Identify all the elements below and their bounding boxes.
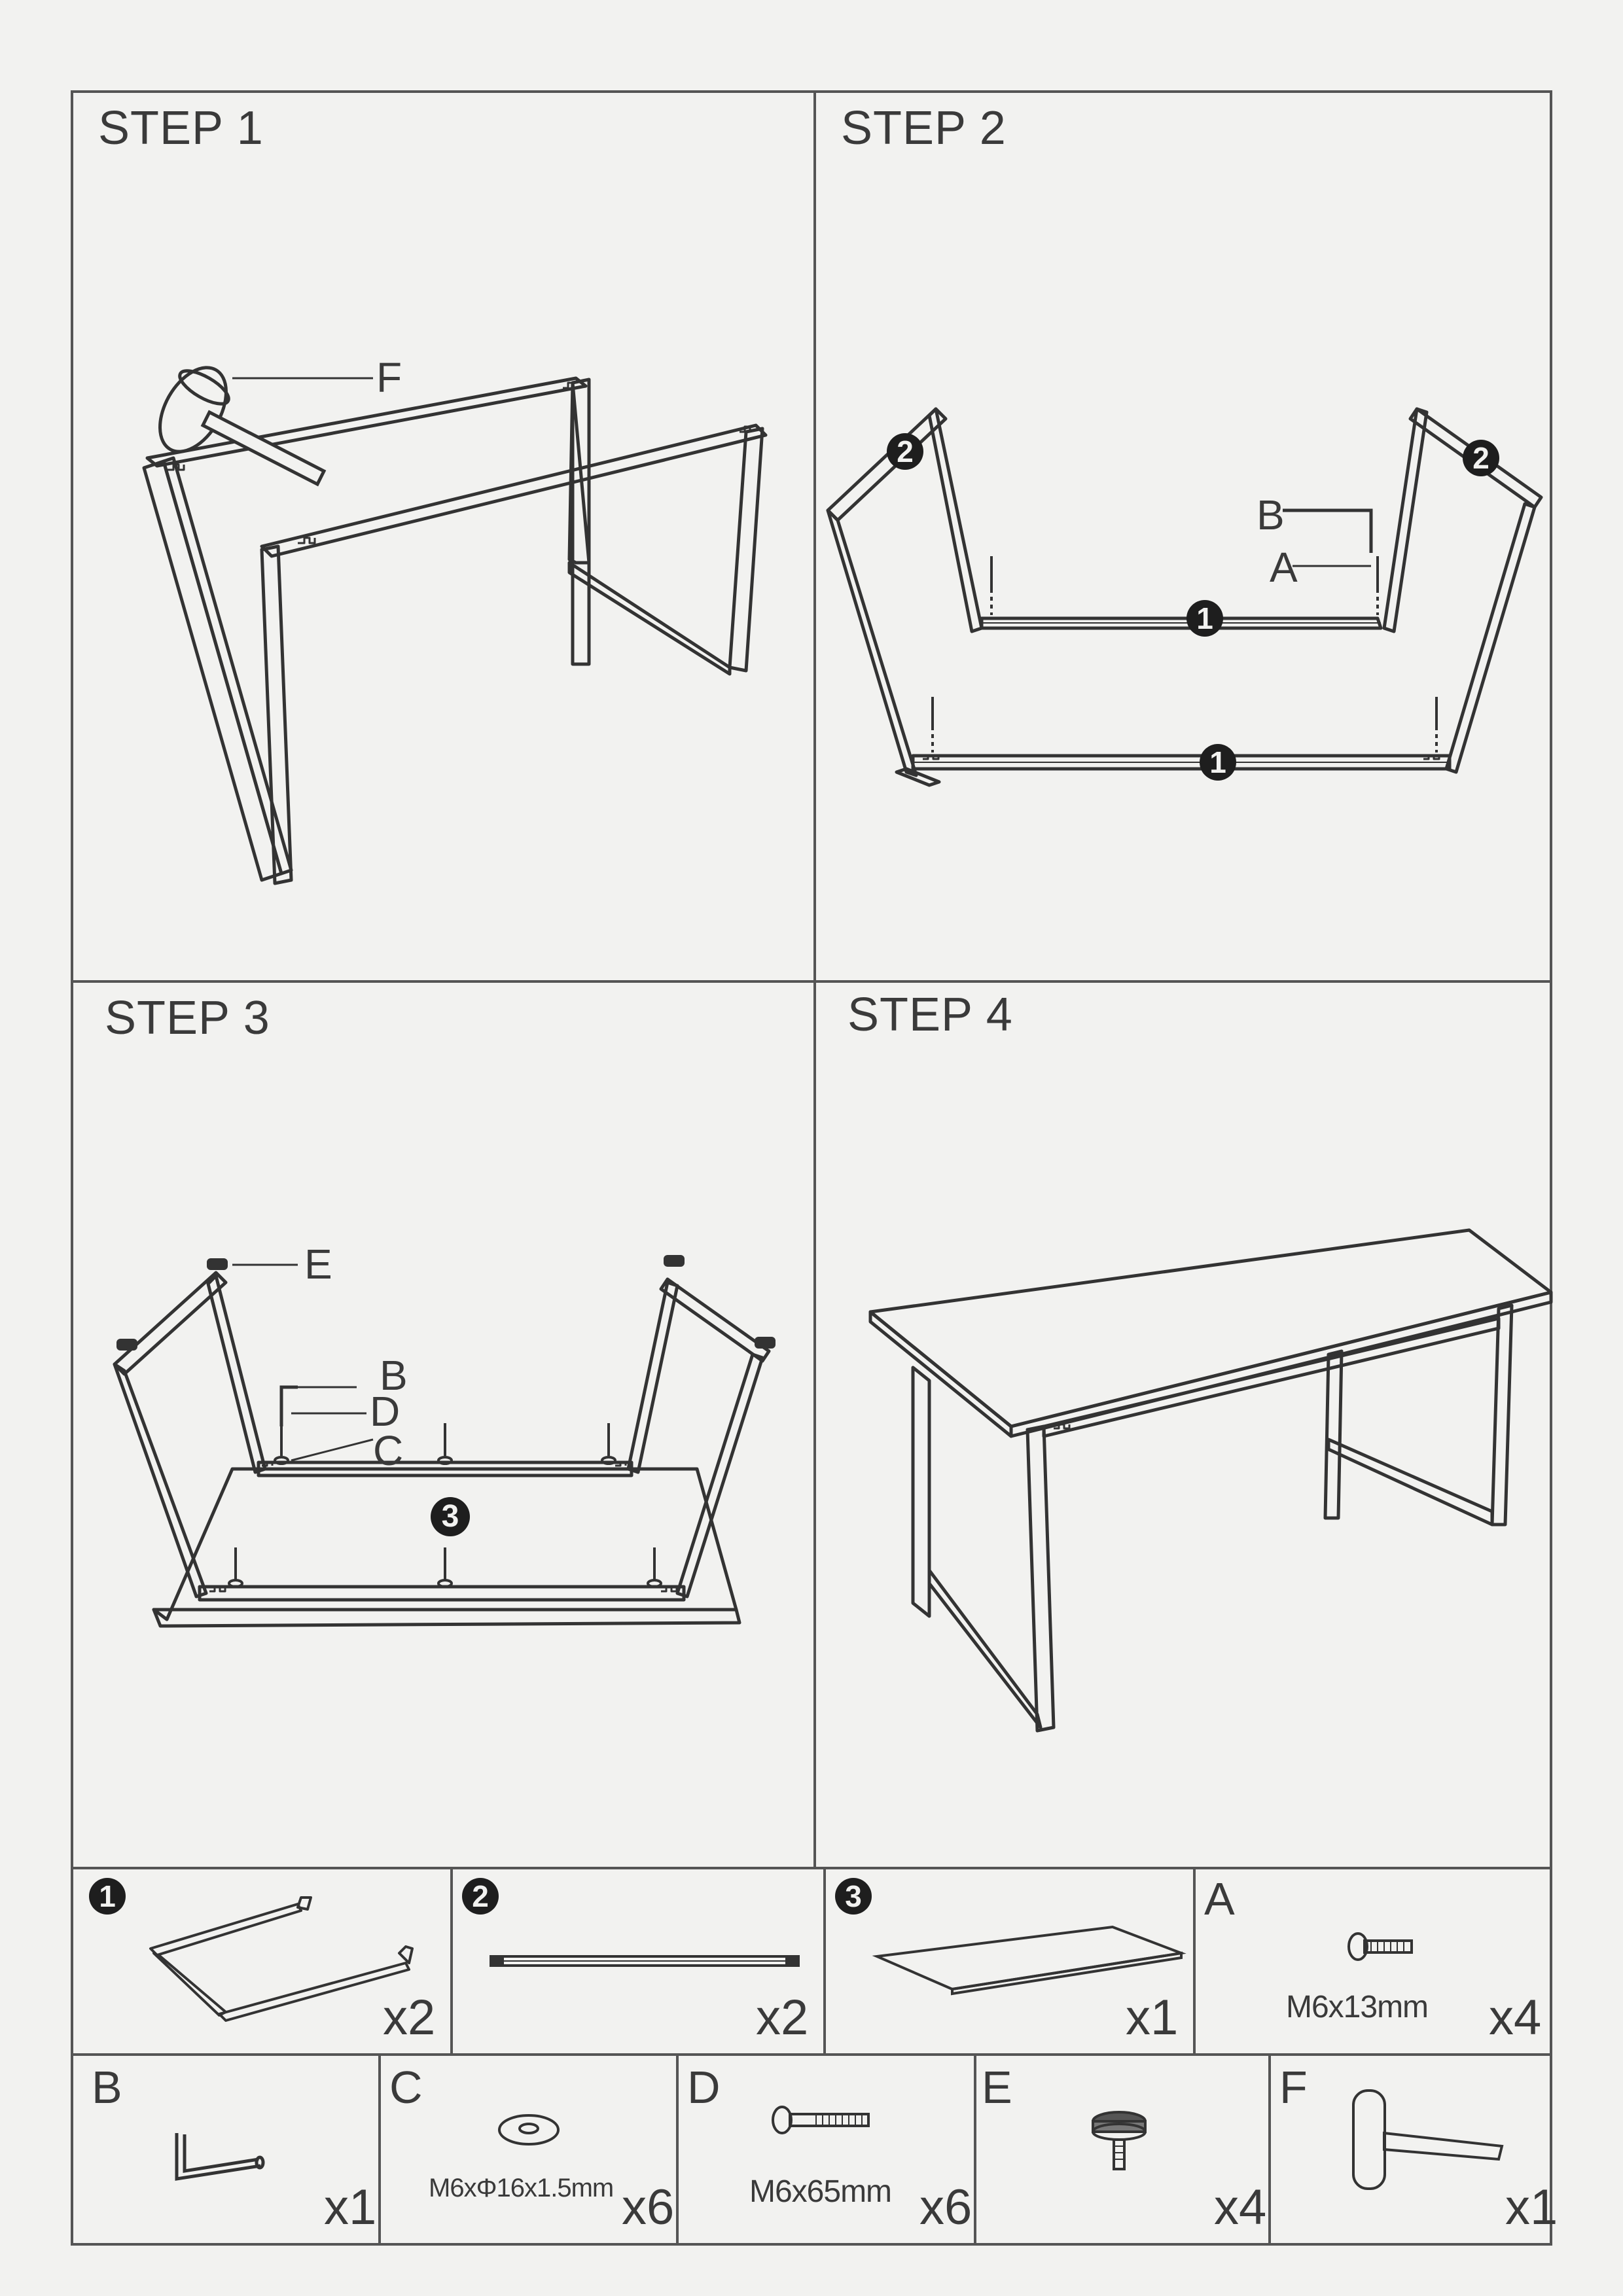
step2-frame-drawing — [828, 409, 1541, 785]
part-D-qty: x6 — [919, 2180, 972, 2235]
step1-label-F: F — [376, 354, 402, 401]
step-4-title: STEP 4 — [847, 989, 1013, 1041]
grid-lines — [72, 92, 1551, 2244]
step-1-title: STEP 1 — [98, 102, 264, 154]
part-A-spec: M6x13mm — [1286, 1990, 1429, 2024]
part1-frame-drawing — [151, 1898, 412, 2021]
part-D-spec: M6x65mm — [749, 2174, 892, 2209]
mallet-drawing — [147, 356, 373, 484]
step2-screws-drawing — [933, 510, 1436, 752]
partD-bolt-drawing — [773, 2107, 868, 2133]
part-B-letter: B — [92, 2062, 122, 2113]
step3-underside-drawing — [115, 1273, 769, 1626]
step2-badge-1-bottom: 1 — [1200, 744, 1236, 781]
step-3-title: STEP 3 — [105, 992, 270, 1044]
step2-badge-1-top: 1 — [1186, 600, 1223, 637]
step3-bolts-drawing — [118, 1256, 774, 1587]
part-C-spec: M6xΦ16x1.5mm — [429, 2174, 614, 2202]
step3-label-E: E — [304, 1241, 332, 1288]
part-A-letter: A — [1204, 1873, 1235, 1924]
step2-label-A: A — [1270, 544, 1298, 591]
part-2-badge: 2 — [462, 1878, 499, 1915]
partC-washer-drawing — [499, 2115, 558, 2144]
part-E-qty: x4 — [1214, 2180, 1267, 2235]
step3-label-B: B — [380, 1352, 408, 1399]
step3-label-D: D — [370, 1388, 401, 1435]
part-1-qty: x2 — [383, 1990, 436, 2045]
step-2-title: STEP 2 — [841, 102, 1007, 154]
part-C-qty: x6 — [622, 2180, 675, 2235]
part-3-badge: 3 — [835, 1878, 872, 1915]
part-B-qty: x1 — [324, 2180, 377, 2235]
partF-mallet-drawing — [1353, 2091, 1502, 2189]
part-3-qty: x1 — [1126, 1990, 1179, 2045]
part-A-qty: x4 — [1489, 1990, 1542, 2045]
part-F-qty: x1 — [1505, 2180, 1558, 2235]
part2-crossbar-drawing — [491, 1956, 798, 1966]
step3-badge-3: 3 — [431, 1497, 470, 1536]
part3-tabletop-drawing — [877, 1927, 1181, 1994]
step2-badge-2-right: 2 — [1463, 440, 1499, 476]
part-D-letter: D — [687, 2062, 721, 2113]
step4-table-drawing — [870, 1230, 1551, 1731]
partE-foot-drawing — [1093, 2112, 1145, 2169]
step2-label-B: B — [1257, 491, 1285, 539]
partA-bolt-drawing — [1349, 1934, 1412, 1960]
part-E-letter: E — [982, 2062, 1012, 2113]
step1-frame-drawing — [144, 378, 766, 883]
step3-label-C: C — [373, 1427, 404, 1474]
step2-badge-2-left: 2 — [887, 433, 923, 470]
part-1-badge: 1 — [89, 1878, 126, 1915]
part-F-letter: F — [1279, 2062, 1308, 2113]
part-2-qty: x2 — [756, 1990, 809, 2045]
partB-allen-key-drawing — [177, 2133, 263, 2179]
part-C-letter: C — [389, 2062, 423, 2113]
